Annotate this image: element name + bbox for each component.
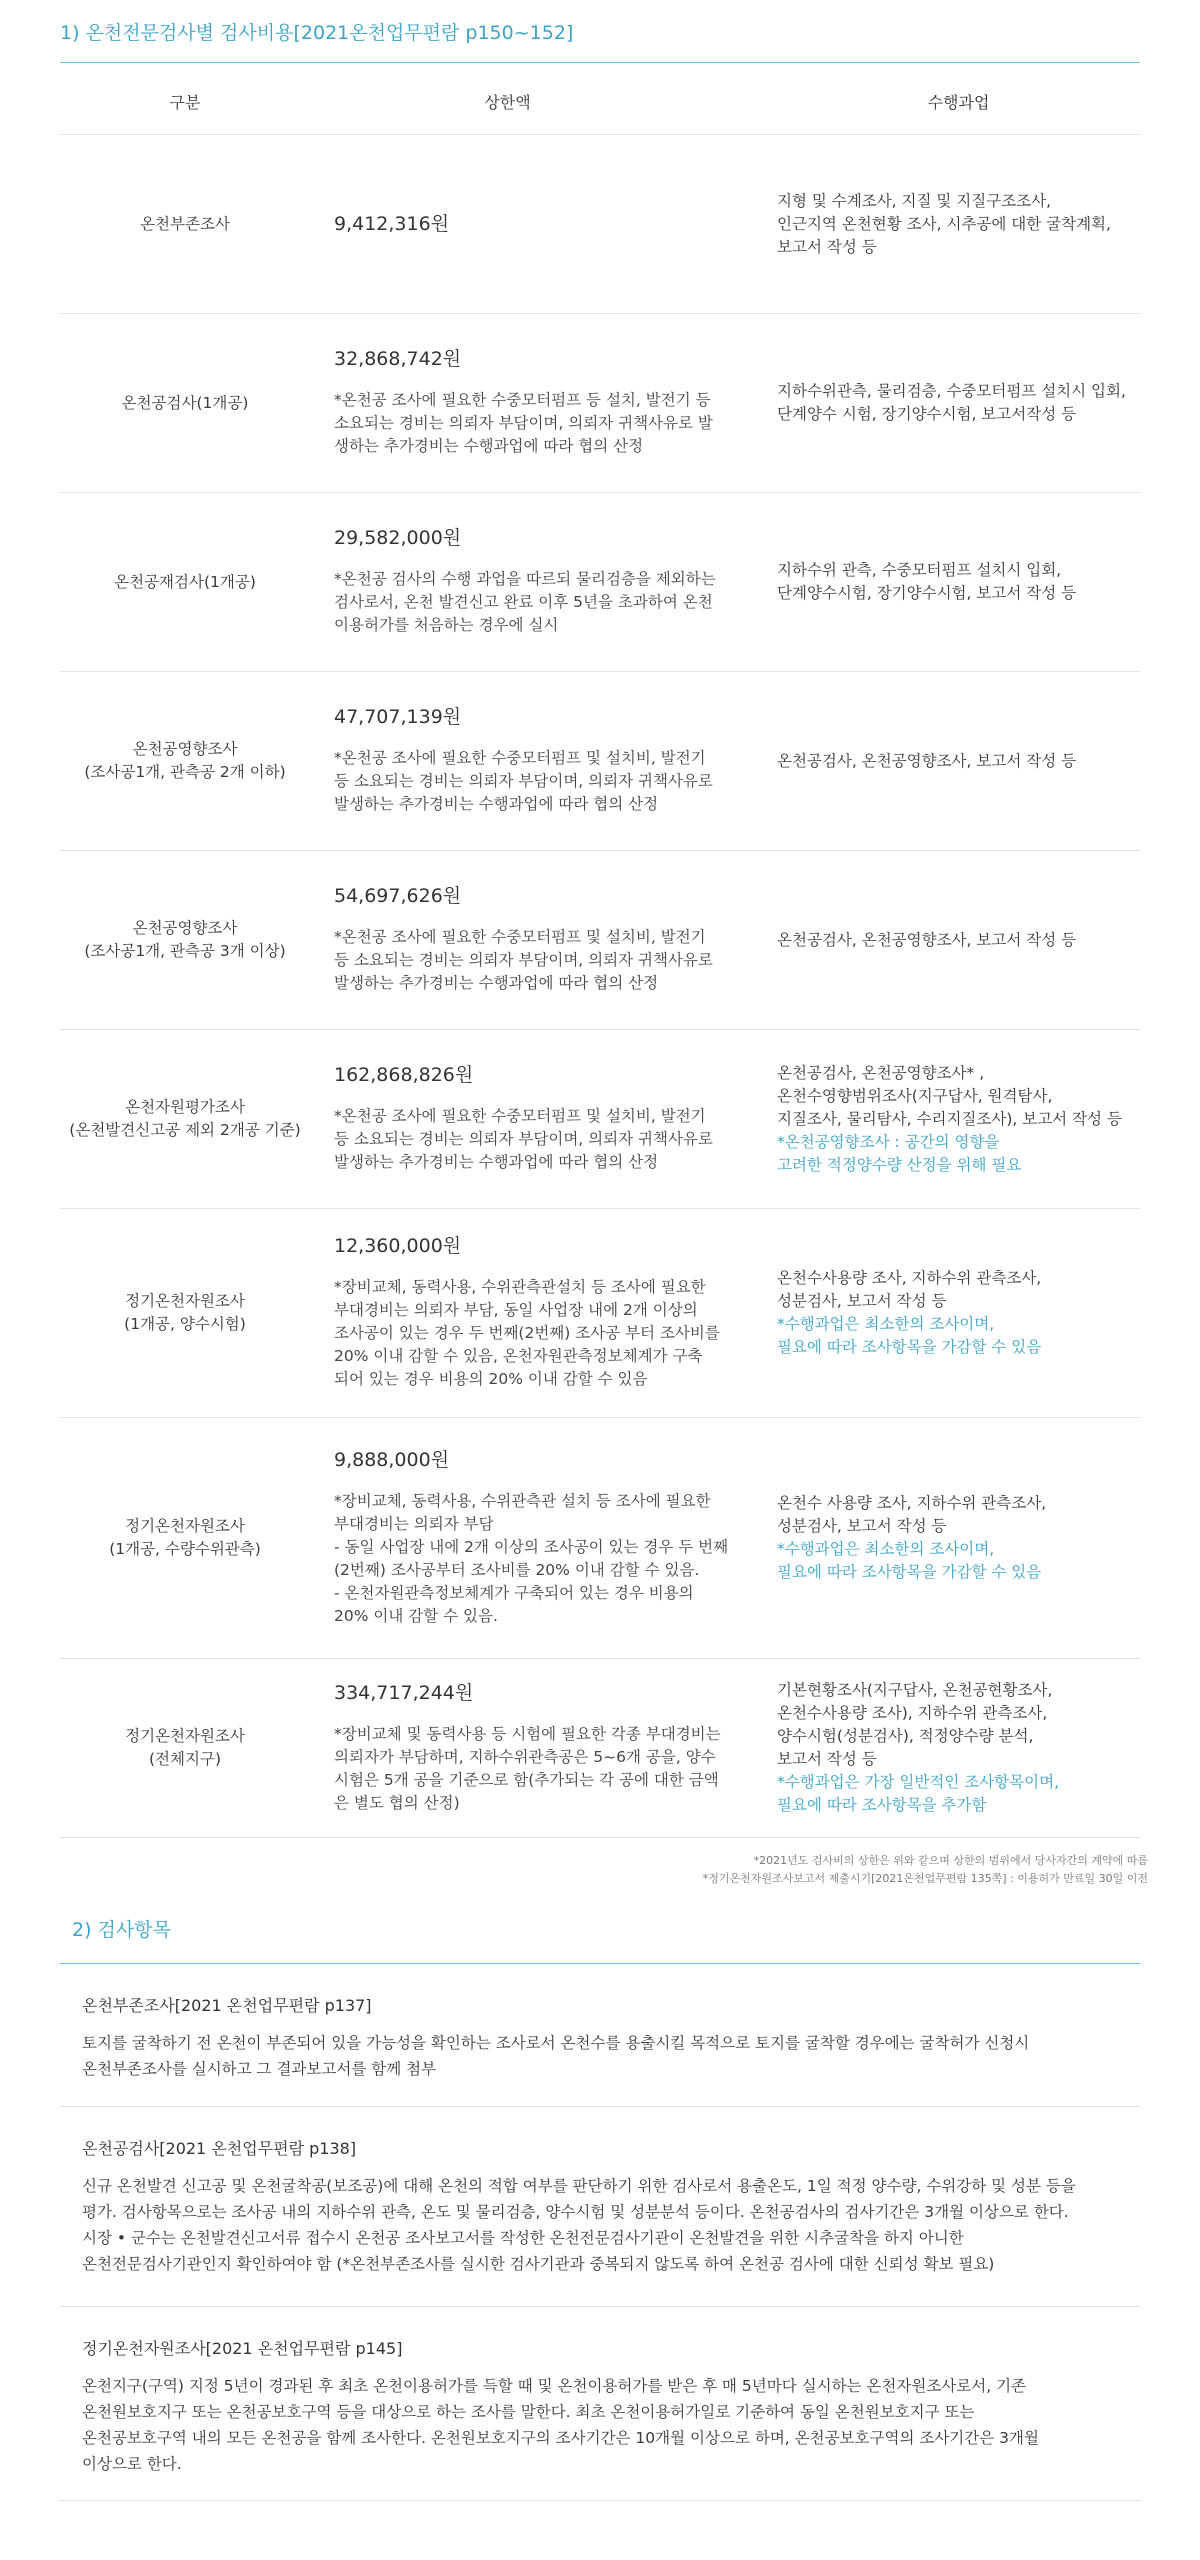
amount-value: 29,582,000원 bbox=[334, 527, 462, 549]
amount-note-line: - 온천자원관측정보체계가 구축되어 있는 경우 비용의 bbox=[334, 1583, 694, 1602]
task-line: 단계양수시험, 장기양수시험, 보고서 작성 등 bbox=[777, 584, 1077, 602]
body-line: 온천원보호지구 또는 온천공보호구역 등을 대상으로 하는 조사를 말한다. 최초 온천이용허가일로 기준하여 동일 온천원보호지구 또는 bbox=[82, 2403, 975, 2421]
task-line: 온천수 사용량 조사, 지하수위 관측조사, bbox=[777, 1494, 1047, 1512]
table-row bbox=[60, 1659, 1140, 1838]
task-line: 보고서 작성 등 bbox=[777, 1750, 877, 1768]
category-line: 온천부존조사 bbox=[140, 214, 230, 233]
cell-category bbox=[60, 1725, 310, 1771]
header-tasks: 수행과업 bbox=[927, 92, 990, 112]
table-header bbox=[60, 68, 1140, 135]
task-line: 성분검사, 보고서 작성 등 bbox=[777, 1292, 947, 1310]
cell-amount bbox=[310, 1235, 765, 1391]
table-row bbox=[60, 314, 1140, 493]
category-line: (온천발견신고공 제외 2개공 기준) bbox=[69, 1121, 301, 1139]
amount-note-line: *온천공 조사에 필요한 수중모터펌프 등 설치, 발전기 등 bbox=[334, 391, 711, 409]
category-line: (조사공1개, 관측공 2개 이하) bbox=[84, 763, 286, 781]
task-line: 보고서 작성 등 bbox=[777, 237, 877, 256]
header-category: 구분 bbox=[169, 92, 201, 112]
cell-category bbox=[60, 392, 310, 415]
task-note-line: 필요에 따라 조사항목을 추가함 bbox=[777, 1796, 987, 1814]
amount-note-line: 이용허가를 처음하는 경우에 실시 bbox=[334, 616, 559, 634]
amount-note-line: 소요되는 경비는 의뢰자 부담이며, 의뢰자 귀책사유로 발 bbox=[334, 414, 713, 432]
item-title: 온천부존조사[2021 온천업무편람 p137] bbox=[82, 1996, 372, 2015]
amount-note-line: 의뢰자가 부담하며, 지하수위관측공은 5~6개 공을, 양수 bbox=[334, 1747, 716, 1766]
amount-note-line: 발생하는 추가경비는 수행과업에 따라 협의 산정 bbox=[334, 1153, 659, 1171]
task-line: 온천수사용량 조사, 지하수위 관측조사, bbox=[777, 1269, 1042, 1287]
amount-note-line: (2번째) 조사공부터 조사비를 20% 이내 감할 수 있음. bbox=[334, 1560, 700, 1579]
table-row bbox=[60, 672, 1140, 851]
task-note-line: *수행과업은 최소한의 조사이며, bbox=[777, 1540, 995, 1558]
item-onchon-bujon bbox=[60, 1993, 1140, 2082]
header-amount: 상한액 bbox=[484, 92, 531, 112]
amount-note-line: 등 소요되는 경비는 의뢰자 부담이며, 의뢰자 귀책사유로 bbox=[334, 951, 713, 969]
item-divider bbox=[60, 2500, 1140, 2501]
task-line: 양수시험(성분검사), 적정양수량 분석, bbox=[777, 1727, 1034, 1745]
item-divider bbox=[60, 2106, 1140, 2107]
cell-category bbox=[60, 1290, 310, 1336]
cell-tasks bbox=[765, 929, 1140, 952]
item-body bbox=[82, 2173, 1122, 2277]
item-title: 온천공검사[2021 온천업무편람 p138] bbox=[82, 2139, 357, 2158]
section1-title: 1) 온천전문검사별 검사비용[2021온천업무편람 p150~152] bbox=[60, 22, 574, 44]
item-onchon-gong-geomsa bbox=[60, 2136, 1140, 2277]
cell-tasks bbox=[765, 750, 1140, 773]
table-row bbox=[60, 135, 1140, 314]
amount-note-line: 생하는 추가경비는 수행과업에 따라 협의 산정 bbox=[334, 437, 644, 455]
task-line: 지형 및 수계조사, 지질 및 지질구조조사, bbox=[777, 191, 1052, 210]
task-line: 온천수사용량 조사), 지하수위 관측조사, bbox=[777, 1704, 1048, 1722]
category-line: 정기온천자원조사 bbox=[125, 1727, 245, 1745]
body-line: 온천공보호구역 내의 모든 온천공을 함께 조사한다. 온천원보호지구의 조사기간은 10개월 이상으로 하며, 온천공보호구역의 조사기간은 3개월 bbox=[82, 2429, 1039, 2447]
amount-note-line: *온천공 조사에 필요한 수중모터펌프 및 설치비, 발전기 bbox=[334, 749, 706, 767]
amount-note-line: 검사로서, 온천 발견신고 완료 이후 5년을 초과하여 온천 bbox=[334, 593, 713, 611]
task-line: 지질조사, 물리탐사, 수리지질조사), 보고서 작성 등 bbox=[777, 1109, 1122, 1128]
task-note-line: 고려한 적정양수량 산정을 위해 필요 bbox=[777, 1155, 1022, 1174]
category-line: (조사공1개, 관측공 3개 이상) bbox=[84, 942, 286, 960]
task-note-line: *수행과업은 최소한의 조사이며, bbox=[777, 1315, 995, 1333]
cost-table bbox=[60, 68, 1140, 1838]
body-line: 온천부존조사를 실시하고 그 결과보고서를 함께 첨부 bbox=[82, 2060, 437, 2078]
body-line: 온천전문검사기관인지 확인하여야 함 (*온천부존조사를 실시한 검사기관과 중복되지 않도록 하여 온천공 검사에 대한 신뢰성 확보 필요) bbox=[82, 2255, 995, 2273]
section1-rule bbox=[60, 62, 1140, 63]
task-line: 온천수영향범위조사(지구답사, 원격탐사, bbox=[777, 1086, 1053, 1105]
cell-tasks bbox=[765, 190, 1140, 259]
footnote-2: *정기온천자원조사보고서 제출시기[2021온천업무편람 135쪽] : 이용허가 만료일 30일 이전 bbox=[702, 1872, 1148, 1885]
task-line: 온천공검사, 온천공영향조사, 보고서 작성 등 bbox=[777, 930, 1077, 949]
amount-value: 12,360,000원 bbox=[334, 1235, 462, 1257]
amount-note-line: 부대경비는 의뢰자 부담 bbox=[334, 1514, 494, 1533]
table-row bbox=[60, 493, 1140, 672]
amount-value: 32,868,742원 bbox=[334, 348, 462, 370]
cell-amount bbox=[310, 527, 765, 637]
cell-amount bbox=[310, 1064, 765, 1174]
body-line: 온천지구(구역) 지정 5년이 경과된 후 최초 온천이용허가를 득할 때 및 온천이용허가를 받은 후 매 5년마다 실시하는 온천자원조사로서, 기존 bbox=[82, 2377, 1027, 2395]
cell-tasks bbox=[765, 1062, 1140, 1177]
amount-note-line: 20% 이내 감할 수 있음, 온천자원관측정보체계가 구축 bbox=[334, 1347, 703, 1365]
category-line: 정기온천자원조사 bbox=[125, 1517, 245, 1535]
category-line: 온천공재검사(1개공) bbox=[114, 572, 256, 591]
body-line: 이상으로 한다. bbox=[82, 2455, 182, 2473]
category-line: (전체지구) bbox=[149, 1750, 221, 1768]
cell-tasks bbox=[765, 1267, 1140, 1359]
body-line: 신규 온천발견 신고공 및 온천굴착공(보조공)에 대해 온천의 적합 여부를 판단하기 위한 검사로서 용출온도, 1일 적정 양수량, 수위강하 및 성분 등을 bbox=[82, 2177, 1076, 2195]
item-title: 정기온천자원조사[2021 온천업무편람 p145] bbox=[82, 2339, 403, 2358]
amount-value: 47,707,139원 bbox=[334, 706, 462, 728]
task-line: 인근지역 온천현황 조사, 시추공에 대한 굴착계획, bbox=[777, 214, 1111, 233]
amount-note-line: *장비교체, 동력사용, 수위관측관설치 등 조사에 필요한 bbox=[334, 1278, 706, 1296]
amount-note-line: 등 소요되는 경비는 의뢰자 부담이며, 의뢰자 귀책사유로 bbox=[334, 1130, 713, 1148]
cell-amount bbox=[310, 706, 765, 816]
category-line: 온천공검사(1개공) bbox=[121, 393, 249, 412]
category-line: 온천공영향조사 bbox=[132, 919, 238, 937]
category-line: (1개공, 양수시험) bbox=[124, 1315, 246, 1333]
amount-note-line: *장비교체, 동력사용, 수위관측관 설치 등 조사에 필요한 bbox=[334, 1491, 711, 1510]
cell-tasks bbox=[765, 380, 1140, 426]
amount-note-line: 등 소요되는 경비는 의뢰자 부담이며, 의뢰자 귀책사유로 bbox=[334, 772, 713, 790]
amount-note-line: 조사공이 있는 경우 두 번째(2번째) 조사공 부터 조사비를 bbox=[334, 1324, 720, 1342]
section2-rule bbox=[60, 1963, 1140, 1964]
table-body bbox=[60, 135, 1140, 1838]
table-row bbox=[60, 851, 1140, 1030]
task-line: 지하수위 관측, 수중모터펌프 설치시 입회, bbox=[777, 561, 1062, 579]
category-line: 정기온천자원조사 bbox=[125, 1292, 245, 1310]
amount-value: 54,697,626원 bbox=[334, 885, 462, 907]
cell-amount bbox=[310, 213, 765, 236]
table-row bbox=[60, 1030, 1140, 1209]
item-body bbox=[82, 2030, 1122, 2082]
amount-value: 334,717,244원 bbox=[334, 1681, 474, 1704]
section2-title: 2) 검사항목 bbox=[72, 1919, 171, 1941]
amount-note-line: 되어 있는 경우 비용의 20% 이내 감할 수 있음 bbox=[334, 1370, 648, 1388]
amount-value: 162,868,826원 bbox=[334, 1064, 474, 1086]
task-line: 기본현황조사(지구답사, 온천공현황조사, bbox=[777, 1681, 1053, 1699]
task-line: 온천공검사, 온천공영향조사* , bbox=[777, 1063, 985, 1082]
cell-category bbox=[60, 571, 310, 594]
task-note-line: 필요에 따라 조사항목을 가감할 수 있음 bbox=[777, 1563, 1042, 1581]
cell-category bbox=[60, 1096, 310, 1142]
cell-category bbox=[60, 917, 310, 963]
body-line: 시장 • 군수는 온천발견신고서류 접수시 온천공 조사보고서를 작성한 온천전문검사기관이 온천발견을 위한 시추굴착을 하지 아니한 bbox=[82, 2229, 964, 2247]
cell-tasks bbox=[765, 559, 1140, 605]
amount-note-line: *온천공 조사에 필요한 수중모터펌프 및 설치비, 발전기 bbox=[334, 1107, 706, 1125]
amount-note-line: 발생하는 추가경비는 수행과업에 따라 협의 산정 bbox=[334, 795, 659, 813]
amount-note-line: *온천공 검사의 수행 과업을 따르되 물리검층을 제외하는 bbox=[334, 570, 716, 588]
task-note-line: *수행과업은 가장 일반적인 조사항목이며, bbox=[777, 1773, 1060, 1791]
item-divider bbox=[60, 2306, 1140, 2307]
amount-note-line: 부대경비는 의뢰자 부담, 동일 사업장 내에 2개 이상의 bbox=[334, 1301, 698, 1319]
table-row bbox=[60, 1418, 1140, 1659]
category-line: 온천공영향조사 bbox=[132, 740, 238, 758]
amount-note-line: *장비교체 및 동력사용 등 시험에 필요한 각종 부대경비는 bbox=[334, 1724, 721, 1743]
cell-category bbox=[60, 1515, 310, 1561]
category-line: 온천자원평가조사 bbox=[125, 1098, 245, 1116]
body-line: 평가. 검사항목으로는 조사공 내의 지하수위 관측, 온도 및 물리검층, 양수시험 및 성분분석 등이다. 온천공검사의 검사기간은 3개월 이상으로 한다. bbox=[82, 2203, 1069, 2221]
amount-note-line: - 동일 사업장 내에 2개 이상의 조사공이 있는 경우 두 번째 bbox=[334, 1537, 729, 1556]
amount-value: 9,412,316원 bbox=[334, 212, 450, 235]
task-note-line: 필요에 따라 조사항목을 가감할 수 있음 bbox=[777, 1338, 1042, 1356]
footnote-1: *2021년도 검사비의 상한은 위와 같으며 상한의 범위에서 당사자간의 계약에 따름 bbox=[753, 1854, 1148, 1867]
amount-note-line: 발생하는 추가경비는 수행과업에 따라 협의 산정 bbox=[334, 974, 659, 992]
task-line: 지하수위관측, 물리검층, 수중모터펌프 설치시 입회, bbox=[777, 382, 1126, 400]
body-line: 토지를 굴착하기 전 온천이 부존되어 있을 가능성을 확인하는 조사로서 온천수를 용출시킬 목적으로 토지를 굴착할 경우에는 굴착허가 신청시 bbox=[82, 2034, 1030, 2052]
cell-tasks bbox=[765, 1679, 1140, 1817]
amount-note-line: 은 별도 협의 산정) bbox=[334, 1793, 460, 1812]
cell-amount bbox=[310, 885, 765, 995]
item-jeonggi-onchon bbox=[60, 2336, 1140, 2477]
category-line: (1개공, 수량수위관측) bbox=[109, 1540, 261, 1558]
amount-note-line: 20% 이내 감할 수 있음. bbox=[334, 1606, 498, 1625]
cell-amount bbox=[310, 1449, 765, 1628]
task-line: 성분검사, 보고서 작성 등 bbox=[777, 1517, 947, 1535]
table-row bbox=[60, 1209, 1140, 1418]
item-body bbox=[82, 2373, 1122, 2477]
amount-note-line: *온천공 조사에 필요한 수중모터펌프 및 설치비, 발전기 bbox=[334, 928, 706, 946]
cell-amount bbox=[310, 348, 765, 458]
cell-category bbox=[60, 738, 310, 784]
cell-category bbox=[60, 213, 310, 236]
task-line: 온천공검사, 온천공영향조사, 보고서 작성 등 bbox=[777, 751, 1077, 770]
task-line: 단계양수 시험, 장기양수시험, 보고서작성 등 bbox=[777, 405, 1077, 423]
cell-amount bbox=[310, 1682, 765, 1815]
cell-tasks bbox=[765, 1492, 1140, 1584]
footnotes bbox=[703, 1852, 1148, 1888]
amount-value: 9,888,000원 bbox=[334, 1448, 450, 1471]
amount-note-line: 시험은 5개 공을 기준으로 함(추가되는 각 공에 대한 금액 bbox=[334, 1770, 719, 1789]
task-note-line: *온천공영향조사 : 공간의 영향을 bbox=[777, 1132, 1000, 1151]
